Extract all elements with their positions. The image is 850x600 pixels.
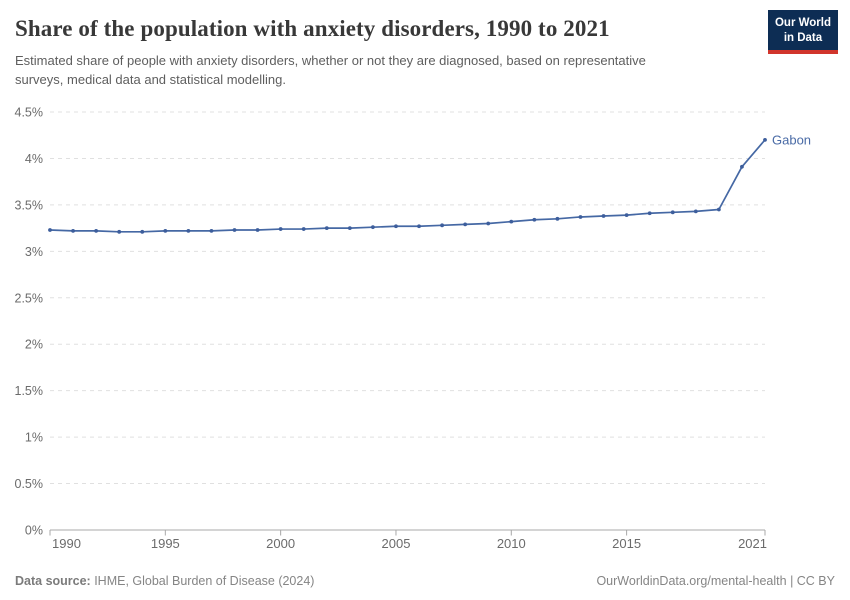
data-point[interactable]: [233, 228, 237, 232]
y-axis-tick-label: 0%: [24, 523, 43, 538]
data-point[interactable]: [509, 220, 513, 224]
x-axis-tick-label: 2000: [266, 536, 296, 551]
y-axis-tick-label: 4.5%: [14, 105, 43, 120]
data-point[interactable]: [371, 225, 375, 229]
chart-subtitle: [15, 51, 835, 89]
x-axis-tick-label: 2010: [496, 536, 526, 551]
x-axis-tick-label: 1995: [150, 536, 180, 551]
data-point[interactable]: [602, 214, 606, 218]
y-axis-tick-label: 2.5%: [14, 291, 43, 306]
data-point[interactable]: [210, 229, 214, 233]
data-point[interactable]: [140, 230, 144, 234]
data-point[interactable]: [71, 229, 75, 233]
data-point[interactable]: [463, 222, 467, 226]
chart-header: [15, 16, 835, 89]
footer-source-text: IHME, Global Burden of Disease (2024): [90, 574, 315, 588]
y-axis-tick-label: 2%: [24, 337, 43, 352]
x-axis-tick-label: 2015: [612, 536, 642, 551]
data-point[interactable]: [256, 228, 260, 232]
y-axis-tick-label: 1.5%: [14, 384, 43, 399]
subtitle-line-2: surveys, medical data and statistical modelling.: [15, 72, 286, 87]
data-point[interactable]: [186, 229, 190, 233]
y-axis-tick-label: 0.5%: [14, 477, 43, 492]
data-point[interactable]: [556, 217, 560, 221]
subtitle-line-1: Estimated share of people with anxiety disorders, whether or not they are diagnosed, based on representative: [15, 53, 646, 68]
line-series-gabon[interactable]: [50, 140, 765, 232]
data-point[interactable]: [625, 213, 629, 217]
owid-logo[interactable]: [768, 10, 838, 54]
data-point[interactable]: [671, 210, 675, 214]
chart-footer: [15, 574, 835, 588]
data-point[interactable]: [325, 226, 329, 230]
x-axis-tick-label: 2005: [381, 536, 411, 551]
data-point[interactable]: [579, 215, 583, 219]
data-point[interactable]: [48, 228, 52, 232]
data-point[interactable]: [394, 224, 398, 228]
data-point[interactable]: [279, 227, 283, 231]
data-point[interactable]: [486, 222, 490, 226]
data-point[interactable]: [717, 208, 721, 212]
data-point[interactable]: [763, 138, 767, 142]
y-axis-tick-label: 3.5%: [14, 198, 43, 213]
data-point[interactable]: [740, 165, 744, 169]
data-point[interactable]: [532, 218, 536, 222]
data-point[interactable]: [417, 224, 421, 228]
owid-logo-line-2: in Data: [783, 32, 823, 45]
x-axis-tick-label: 2021: [738, 536, 767, 551]
footer-source-label: Data source:: [15, 574, 91, 588]
data-point[interactable]: [440, 223, 444, 227]
series-end-label[interactable]: Gabon: [772, 132, 812, 148]
y-axis-tick-label: 4%: [24, 151, 43, 166]
footer-source: [15, 574, 314, 588]
data-point[interactable]: [648, 211, 652, 215]
data-point[interactable]: [117, 230, 121, 234]
x-axis-tick-label: 1990: [52, 536, 81, 551]
data-point[interactable]: [163, 229, 167, 233]
chart-title: Share of the population with anxiety disorders, 1990 to 2021: [15, 16, 610, 41]
y-axis-tick-label: 1%: [24, 430, 43, 445]
data-point[interactable]: [94, 229, 98, 233]
data-point[interactable]: [694, 209, 698, 213]
data-point[interactable]: [348, 226, 352, 230]
owid-logo-line-1: Our World: [774, 17, 831, 29]
y-axis-tick-label: 3%: [24, 244, 43, 259]
footer-citation-link[interactable]: OurWorldinData.org/mental-health | CC BY: [596, 574, 835, 588]
data-point[interactable]: [302, 227, 306, 231]
